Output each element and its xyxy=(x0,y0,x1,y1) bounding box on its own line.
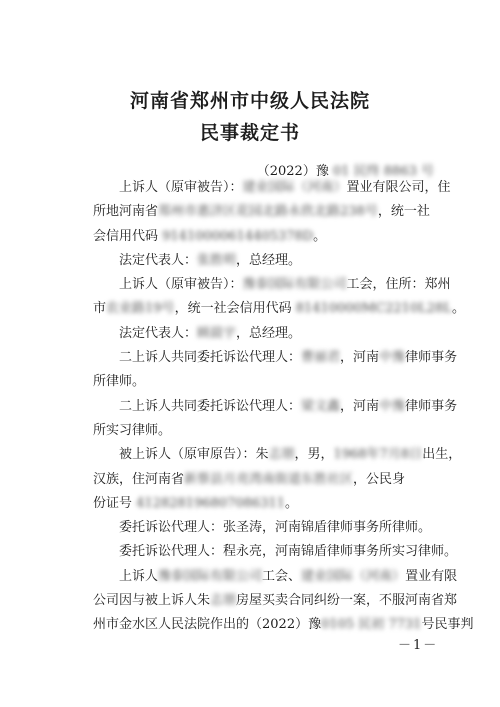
text-line xyxy=(93,516,453,540)
redacted-text: 豫泰国际有限公司 xyxy=(158,568,263,584)
case-number-prefix: （2022）豫 xyxy=(256,164,329,179)
text-line xyxy=(93,540,458,564)
line-text: 份证号 xyxy=(93,495,137,511)
text-line xyxy=(93,370,453,394)
line-text: 置业有限 xyxy=(405,568,458,584)
text-line xyxy=(93,492,453,516)
text-line xyxy=(93,346,458,370)
line-text: 委托诉讼代理人：张圣涛，河南锦盾律师事务所律师。 xyxy=(119,520,432,536)
line-text: ，河南 xyxy=(340,398,380,414)
line-text: ，河南 xyxy=(340,350,380,366)
redacted-text: 91410000614405378D xyxy=(162,228,314,244)
line-text: 。 xyxy=(285,495,299,511)
court-name: 河南省郑州市中级人民法院 xyxy=(129,90,370,112)
line-text: 上诉人（原审被告）： xyxy=(119,277,243,293)
redacted-text: 顾晨宇 xyxy=(197,325,237,341)
text-line xyxy=(93,273,453,297)
line-text: 律师事务 xyxy=(405,350,458,366)
line-text: ，统一社会信用代码 xyxy=(174,301,296,317)
line-text: 所地河南省 xyxy=(93,204,159,220)
redacted-text: 建业国际（河南） xyxy=(301,568,406,584)
page-number: －1－ xyxy=(398,638,439,653)
line-text: 工会，住所：郑州 xyxy=(346,277,451,293)
text-line xyxy=(93,565,458,589)
redacted-text: 志朋 xyxy=(268,447,295,463)
line-text: 工会、 xyxy=(262,568,302,584)
line-text: 置业有限公司，住 xyxy=(346,180,451,195)
line-text: 汉族，住河南省 xyxy=(93,471,185,487)
redacted-text: 81410000MC2210L28L xyxy=(295,301,453,317)
redacted-text: 0105 民初 7731 xyxy=(321,617,422,633)
redacted-text: 1968年7月8日 xyxy=(333,447,423,463)
redacted-text: 志朋 xyxy=(210,593,237,609)
line-text: 。 xyxy=(452,301,466,317)
line-text: 上诉人（原审被告）： xyxy=(119,180,243,195)
line-text: 上诉人 xyxy=(119,568,159,584)
text-line xyxy=(93,443,462,467)
text-line xyxy=(93,589,458,613)
line-text: 法定代表人： xyxy=(119,325,198,341)
redacted-text: 中豫 xyxy=(379,350,406,366)
line-text: 委托诉讼代理人：程永亮，河南锦盾律师事务所实习律师。 xyxy=(119,544,458,560)
line-text: 所律师。 xyxy=(93,374,146,390)
line-text: 会信用代码 xyxy=(93,228,163,244)
redacted-text: 新蔡县月亮湾南街道东胜社区 xyxy=(184,471,354,487)
text-line xyxy=(93,297,466,321)
line-text: ，总经理。 xyxy=(236,325,302,341)
line-text: ，总经理。 xyxy=(236,252,302,268)
document-type: 民事裁定书 xyxy=(199,122,300,144)
redacted-text: 建业国际（河南） xyxy=(242,180,347,195)
text-line xyxy=(93,249,453,273)
line-text: ，统一社 xyxy=(377,204,430,220)
line-text: 公司因与被上诉人朱 xyxy=(93,593,211,609)
line-text: 市 xyxy=(93,301,107,317)
line-text: ，男， xyxy=(294,447,334,463)
text-line xyxy=(93,395,458,419)
text-line xyxy=(93,468,453,492)
redacted-text: 梁文鑫 xyxy=(301,398,341,414)
redacted-text: 曹丽君 xyxy=(301,350,341,366)
line-text: 州市金水区人民法院作出的（2022）豫 xyxy=(93,617,322,633)
text-line xyxy=(93,200,453,224)
line-text: 被上诉人（原审原告）：朱 xyxy=(119,447,269,463)
redacted-text: 中豫 xyxy=(379,398,406,414)
text-line xyxy=(93,225,453,249)
line-text: ，公民身 xyxy=(353,471,406,487)
line-text: 二上诉人共同委托诉讼代理人： xyxy=(119,398,302,414)
case-number-redacted: 01 民终 8863 号 xyxy=(332,164,434,179)
text-line xyxy=(93,322,453,346)
line-text: 。 xyxy=(313,228,327,244)
text-line xyxy=(93,176,453,200)
redacted-text: 412828196807086311 xyxy=(136,495,286,511)
redacted-text: 张胜明 xyxy=(197,252,237,268)
redacted-text: 农业路19号 xyxy=(106,301,175,317)
line-text: 所实习律师。 xyxy=(93,422,172,438)
redacted-text: 郑州市惠济区花园北路永欣北路238号 xyxy=(158,204,378,220)
line-text: 二上诉人共同委托诉讼代理人： xyxy=(119,350,302,366)
line-text: 出生， xyxy=(422,447,462,463)
text-line xyxy=(93,419,453,443)
line-text: 律师事务 xyxy=(405,398,458,414)
document-body xyxy=(93,176,474,638)
line-text: 号民事判 xyxy=(421,617,474,633)
redacted-text: 豫泰国际有限公司 xyxy=(242,277,347,293)
line-text: 法定代表人： xyxy=(119,252,198,268)
line-text: 房屋买卖合同纠纷一案，不服河南省郑 xyxy=(236,593,458,609)
